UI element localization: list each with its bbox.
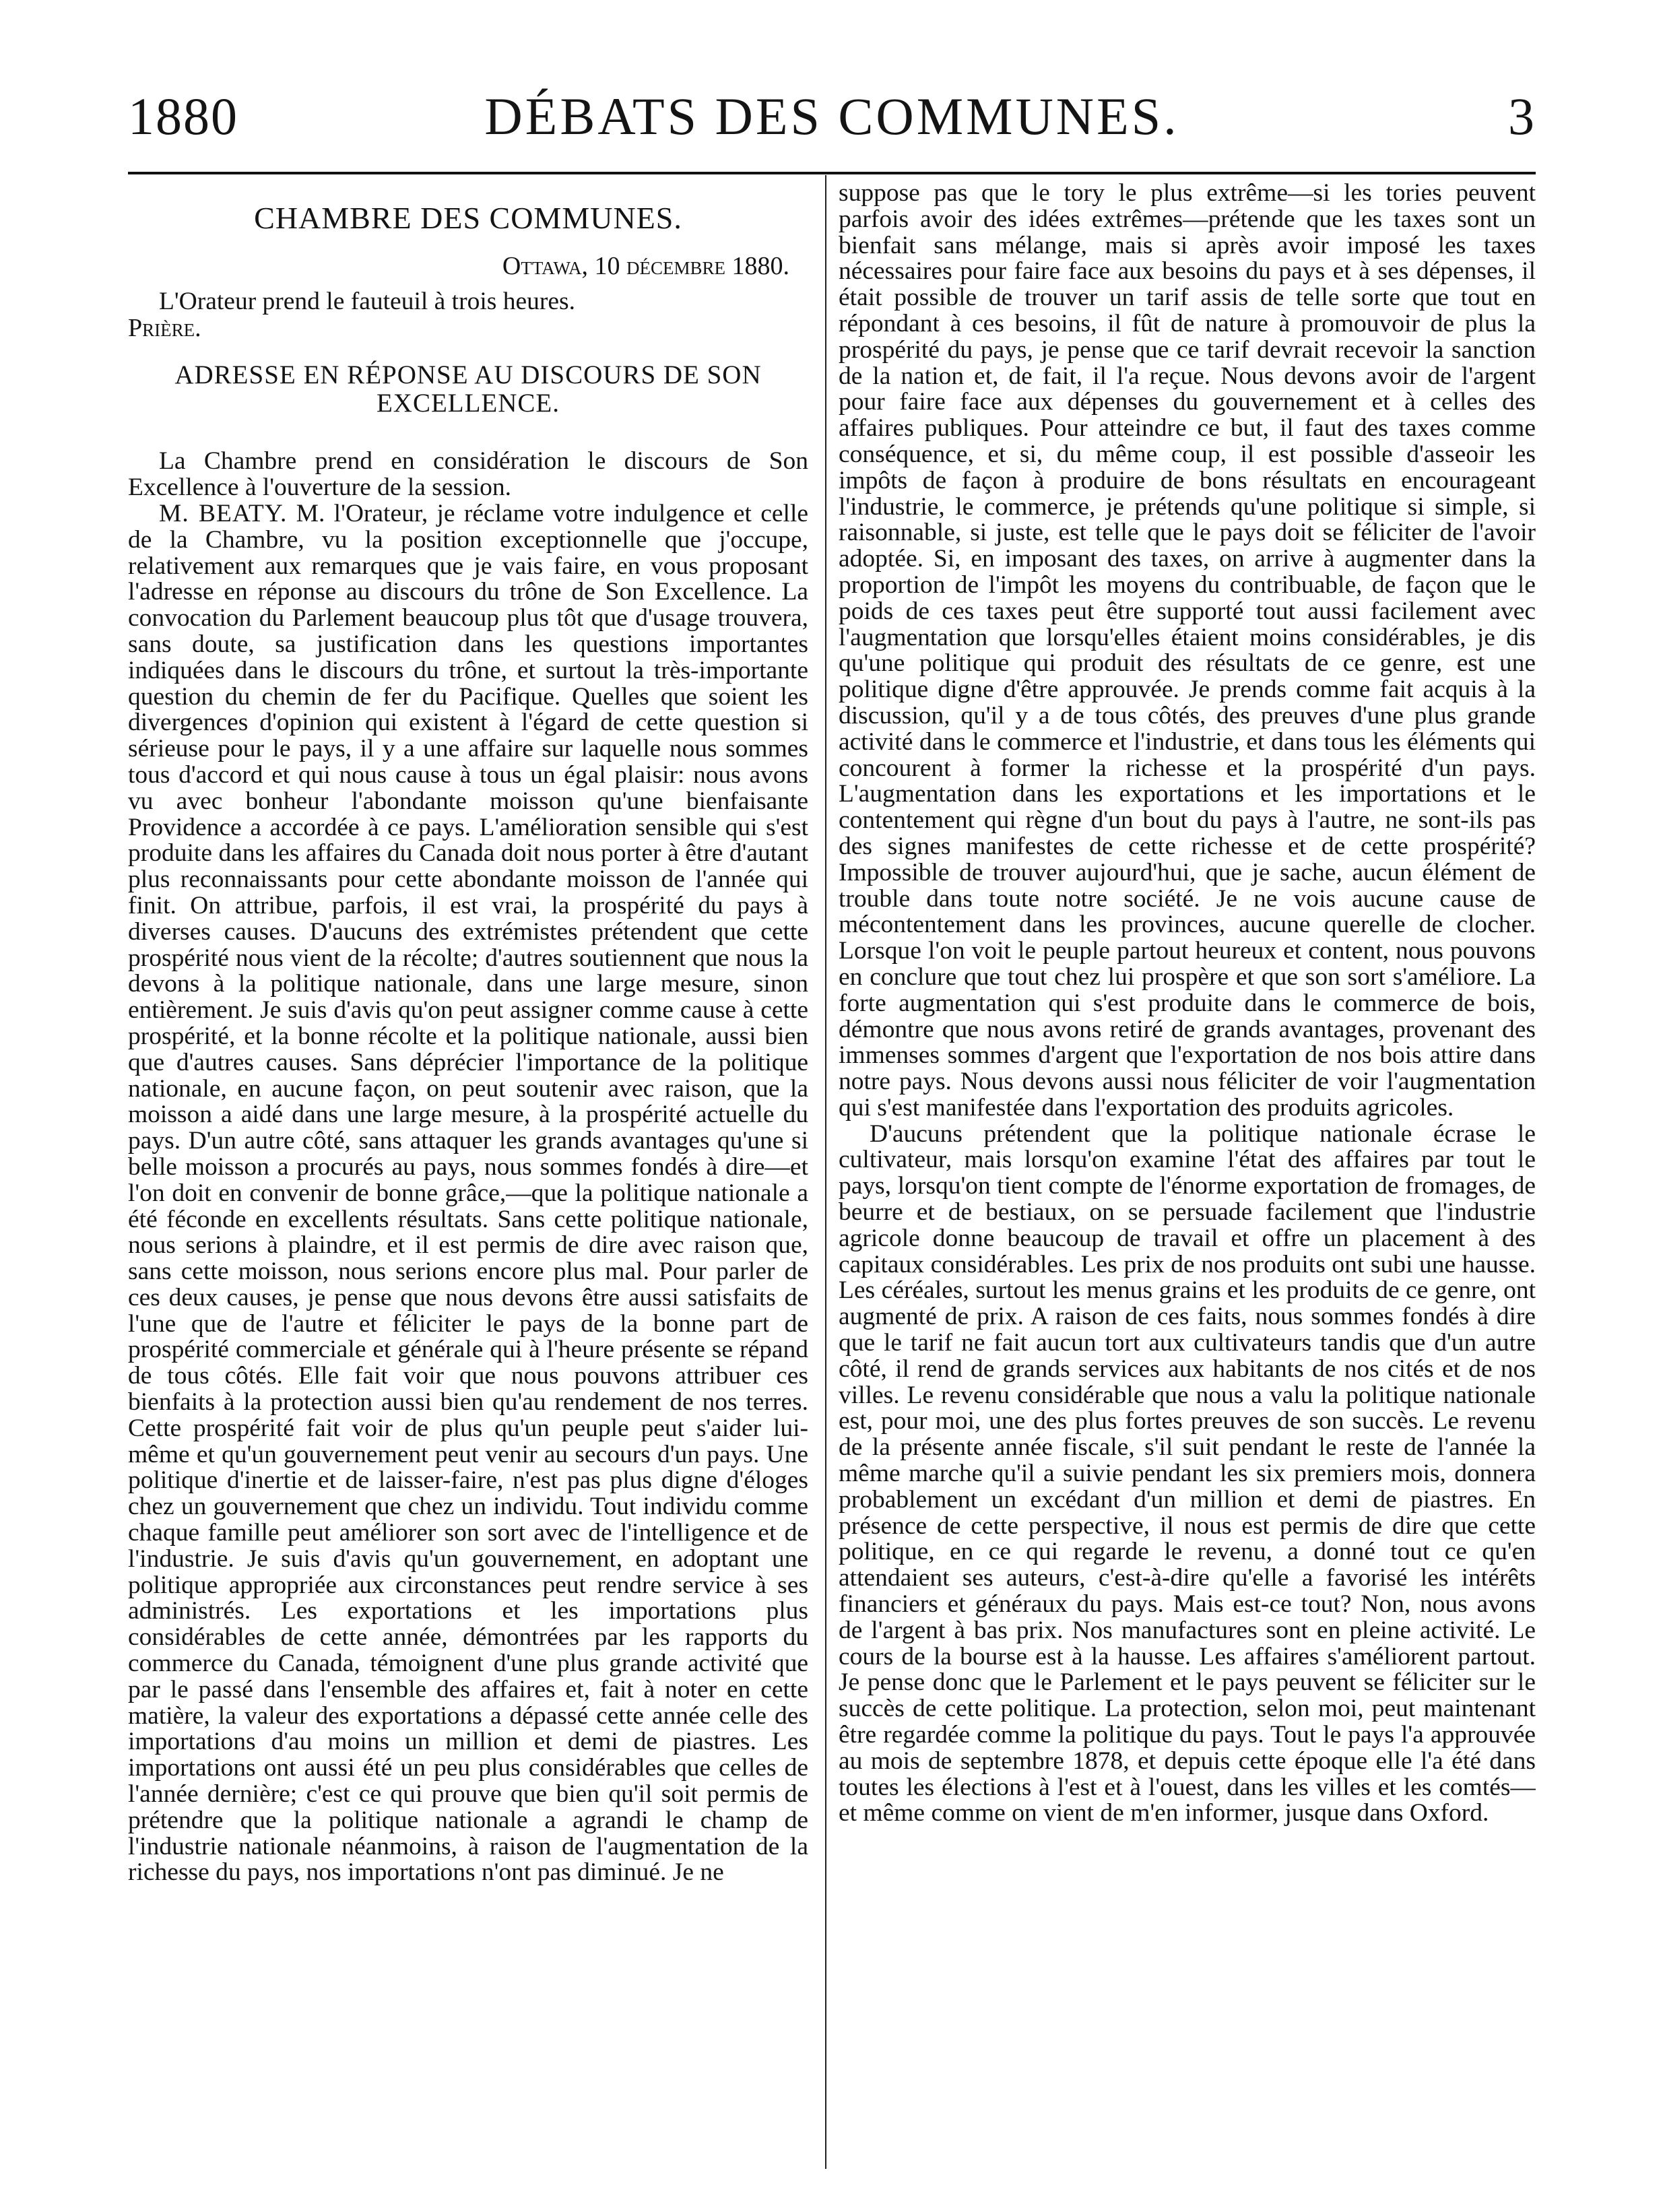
speaker-name: M. BEATY. <box>159 499 288 527</box>
orateur-line <box>128 289 808 315</box>
right-paragraph-1: suppose pas que le tory le plus extrême—si les tories peuvent parfois avoir des idées extrêmes—prétende que les taxes sont un bienfait sans mélange, mais si après avoir imposé les taxes nécessaires pour faire face aux besoins du pays et à ses dépenses, il était possible de trouver un tarif assis de telle sorte que tout en répondant à ces besoins, il fût de nature à promouvoir de plus la prospérité du pays, je pense que ce tarif devrait recevoir la sanction de la nation et, de fait, il l'a reçue. Nous devons avoir de l'argent pour faire face aux dépenses du gouvernement et à celles des affaires publiques. Pour atteindre ce but, il faut des taxes comme conséquence, et si, du même coup, il est possible d'asseoir les impôts de façon à produire de bons résultats en encourageant l'industrie, le commerce, je prétends qu'une politique si simple, si raisonnable, si juste, est telle que le pays doit se féliciter de l'avoir adoptée. Si, en imposant des taxes, on arrive à augmenter dans la proportion de l'impôt les moyens du contribuable, de façon que le poids de ces taxes peut être supporté tout aussi facilement avec l'augmentation que lorsqu'elles étaient moins considérables, je dis qu'une politique qui produit des résultats de ce genre, est une politique digne d'être approuvée. Je prends comme fait acquis à la discussion, qu'il y a de tous côtés, des preuves d'une plus grande activité dans le commerce et l'industrie, et dans tous les éléments qui concourent à former la richesse et la prospérité d'un pays. L'augmentation dans les exportations et les importations et le contentement qui règne d'un bout du pays à l'autre, ne sont-ils pas des signes manifestes de cette richesse et de cette prospérité? Impossible de trouver aujourd'hui, que je sache, aucun élément de trouble dans toute notre société. Je ne vois aucune cause de mécontentement dans les provinces, aucune querelle de clocher. Lorsque l'on voit le peuple partout heureux et content, nous pouvons en conclure que tout chez lui prospère et que son sort s'améliore. La forte augmentation qui s'est produite dans le commerce de bois, démontre que nous avons retiré de grands avantages, provenant des immenses sommes d'argent que l'exportation de nos bois attire dans notre pays. Nous devons aussi nous féliciter de voir l'augmentation qui s'est manifestée dans l'exportation des produits agricoles. <box>839 181 1536 1121</box>
orateur-text: L'Orateur prend le fauteuil à trois heures. <box>159 287 575 315</box>
speech-paragraph <box>128 501 808 1886</box>
page-header <box>128 79 1536 160</box>
chamber-heading: CHAMBRE DES COMMUNES. <box>254 201 682 235</box>
dateline: Ottawa, 10 décembre 1880. <box>502 252 789 280</box>
right-paragraph-2: D'aucuns prétendent que la politique nationale écrase le cultivateur, mais lorsqu'on examine l'état des affaires par tout le pays, lorsqu'on tient compte de l'énorme exportation de fromages, de beurre et de bestiaux, on se persuade facilement que l'industrie agricole donne beaucoup de travail et offre un placement à des capitaux considérables. Les prix de nos produits ont subi une hausse. Les céréales, surtout les menus grains et les produits de ce genre, ont augmenté de prix. A raison de ces faits, nous sommes fondés à dire que le tarif ne fait aucun tort aux cultivateurs tandis que d'un autre côté, il rend de grands services aux habitants de nos cités et de nos villes. Le revenu considérable que nous a valu la politique nationale est, pour moi, une des plus fortes preuves de son succès. Le revenu de la présente année fiscale, s'il suit pendant le reste de l'année la même marche qu'il a suivie pendant les six premiers mois, donnera probablement un excédant d'un million et demi de piastres. En présence de cette perspective, il nous est permis de dire que cette politique, en ce qui regarde le revenu, a donné tout ce qu'en attendaient ses auteurs, c'est-à-dire qu'elle a favorisé les intérêts financiers et généraux du pays. Mais est-ce tout? Non, nous avons de l'argent à bas prix. Nos manufactures sont en pleine activité. Le cours de la bourse est à la hausse. Les affaires s'améliorent partout. Je pense donc que le Parlement et le pays peuvent se féliciter sur le succès de cette politique. La protection, selon moi, peut maintenant être regardée comme la politique du pays. Tout le pays l'a approuvée au mois de septembre 1878, et depuis cette époque elle l'a été dans toutes les élections à l'est et à l'ouest, dans les villes et les comtés—et même comme on vient de m'en informer, jusque dans Oxford. <box>839 1119 1536 1827</box>
header-rule <box>128 172 1536 174</box>
page-year: 1880 <box>128 87 238 145</box>
speech-text: M. l'Orateur, je réclame votre indulgence et celle de la Chambre, vu la position exceptionnelle que j'occupe, relativement aux remarques que je vais faire, en vous proposant l'adresse en réponse au discours du trône de Son Excellence. La convocation du Parlement beaucoup plus tôt que d'usage trouvera, sans doute, sa justification dans les questions importantes indiquées dans le discours du trône, et surtout la très-importante question du chemin de fer du Pacifique. Quelles que soient les divergences d'opinion qui existent à l'égard de cette question si sérieuse pour le pays, il y a une affaire sur laquelle nous sommes tous d'accord et qui nous cause à tous un égal plaisir: nous avons vu avec bonheur l'abondante moisson qu'une bienfaisante Providence a accordée à ce pays. L'amélioration sensible qui s'est produite dans les affaires du Canada doit nous porter à être d'autant plus reconnaissants pour cette abondante moisson de l'année qui finit. On attribue, parfois, il est vrai, la prospérité du pays à diverses causes. D'aucuns des extrémistes prétendent que cette prospérité nous vient de la récolte; d'autres soutiennent que nous la devons à la politique nationale, dans une large mesure, sinon entièrement. Je suis d'avis qu'on peut assigner comme cause à cette prospérité, et la bonne récolte et la politique nationale, aussi bien que d'autres causes. Sans déprécier l'importance de la politique nationale, en aucune façon, on peut soutenir avec raison, que la moisson a aidé dans une large mesure, à la prospérité actuelle du pays. D'un autre côté, sans attaquer les grands avantages qu'une si belle moisson a procurés au pays, nous sommes fondés à dire—et l'on doit en convenir de bonne grâce,—que la politique nationale a été féconde en excellents résultats. Sans cette politique nationale, nous serions à plaindre, et il est permis de dire avec raison que, sans cette moisson, nous serions encore plus mal. Pour parler de ces deux causes, je pense que nous devons être aussi satisfaits de l'une que de l'autre et féliciter le pays de la bonne part de prospérité commerciale et générale qui à l'heure présente se répand de tous côtés. Elle fait voir que nous pouvons attribuer ces bienfaits à la protection aussi bien qu'au rendement de nos terres. Cette prospérité fait voir de plus qu'un peuple peut s'aider lui-même et qu'un gouvernement peut venir au secours d'un pays. Une politique d'inertie et de laisser-faire, n'est pas plus digne d'éloges chez un gouvernement que chez un individu. Tout individu comme chaque famille peut améliorer son sort avec de l'intelligence et de l'industrie. Je suis d'avis qu'un gouvernement, en adoptant une politique appropriée aux circonstances peut rendre service à ses administrés. Les exportations et les importations plus considérables de cette année, démontrées par les rapports du commerce du Canada, témoignent d'une plus grande activité que par le passé dans l'ensemble des affaires et, fait à noter en cette matière, la valeur des exportations a dépassé cette année celle des importations d'au moins un million et demi de piastres. Les importations ont aussi été un peu plus considérables que celles de l'année dernière; c'est ce qui prouve que bien qu'il soit permis de prétendre que la politique nationale a agrandi le champ de l'industrie nationale néanmoins, à raison de l'augmentation de la richesse du pays, nos importations n'ont pas diminué. Je ne <box>128 499 808 1887</box>
page-number: 3 <box>1508 87 1536 145</box>
address-heading: ADRESSE EN RÉPONSE AU DISCOURS DE SON EXCELLENCE. <box>174 360 762 418</box>
left-column <box>128 182 808 2169</box>
priere-label: Prière. <box>128 313 201 342</box>
page-title: DÉBATS DES COMMUNES. <box>484 87 1179 145</box>
intro-paragraph: La Chambre prend en considération le discours de Son Excellence à l'ouverture de la session. <box>128 447 808 502</box>
right-column <box>839 181 1536 2168</box>
column-divider <box>825 175 826 2169</box>
